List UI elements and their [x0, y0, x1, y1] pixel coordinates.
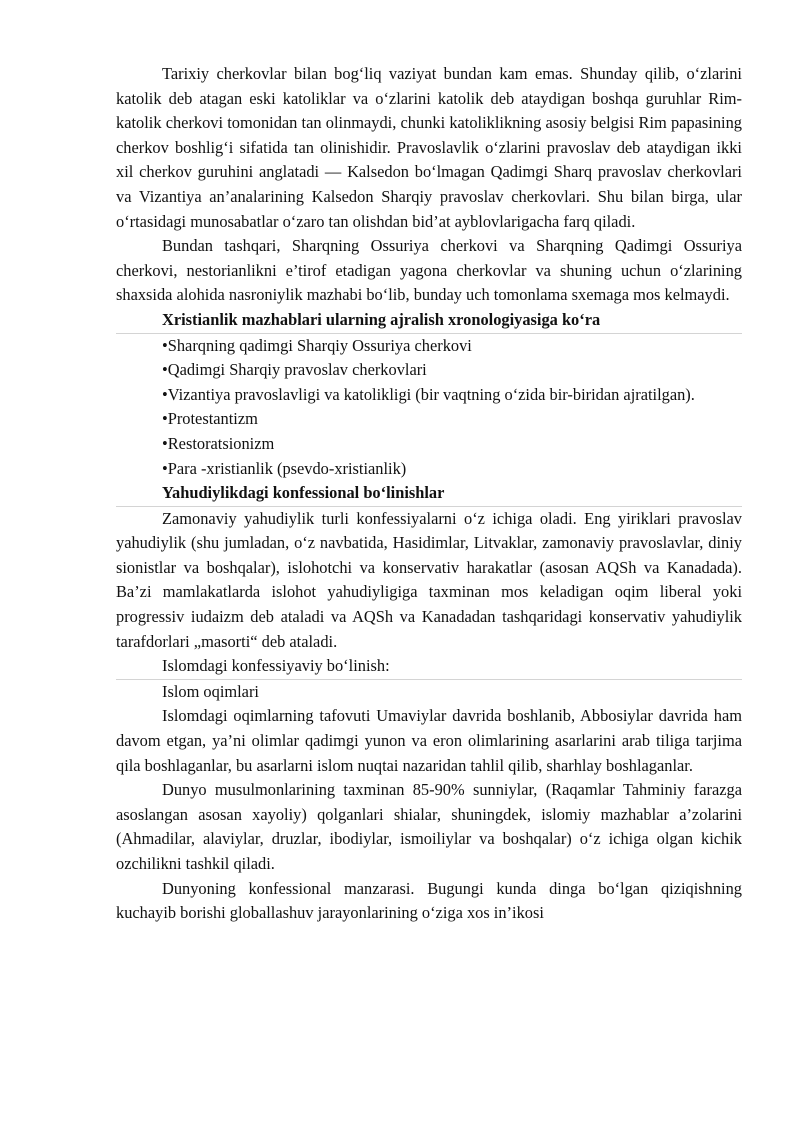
paragraph-modern-judaism: Zamonaviy yahudiylik turli konfessiyalarni o‘z ichiga oladi. Eng yiriklari pravoslav yahudiylik (shu jumladan, o‘z navbatida, Hasidimlar, Litvaklar, zamonaviy pravoslavlar, diniy sionistlar va boshqalar), islohotchi va konservativ harakatlar (asosan AQSh va Kanadada). Ba’zi mamlakatlarda islohot yahudiyligiga taxminan mos keladigan oqim liberal yoki progressiv iudaizm deb ataladi va AQSh va Kanadadan tashqaridagi konservativ yahudiylik tarafdorlari „masorti“ deb ataladi. — [116, 508, 742, 651]
paragraph-confessional-landscape: Dunyoning konfessional manzarasi. Bugungi kunda dinga bo‘lgan qiziqishning kuchayib borishi globallashuv jarayonlarining o‘ziga xos in’ikosi — [116, 878, 742, 923]
list-item: •Protestantizm — [162, 409, 258, 429]
list-item: •Vizantiya pravoslavligi va katolikligi (bir vaqtning o‘zida bir-biridan ajratilgan). — [162, 384, 695, 404]
list-item: •Qadimgi Sharqiy pravoslav cherkovlari — [162, 360, 427, 380]
list-item: •Para -xristianlik (psevdo-xristianlik) — [162, 458, 407, 478]
subheading-islam-division: Islomdagi konfessiyaviy bo‘linish: — [116, 654, 742, 680]
list-item: •Restoratsionizm — [162, 433, 275, 453]
paragraph-islam-currents: Islomdagi oqimlarning tafovuti Umaviylar davrida boshlanib, Abbosiylar davrida ham davom etgan, ya’ni olimlar qadimgi yunon va eron olimlarining asarlarini arab tiligа tarjima qila boshlaganlar, bu asarlarni islom nuqtai nazaridan tahlil qilib, sharhlay boshlaganlar. — [116, 706, 742, 775]
paragraph-muslim-demographics: Dunyo musulmonlarining taxminan 85-90% sunniylar, (Raqamlar Tahminiy farazga asoslangan asosan xayoliy) qolganlari shialar, shuningdek, islomiy mazhablar a’zolarini (Ahmadilar, alaviylar, druzlar, ibodiylar, ismoiliylar va boshqalar) o‘z ichiga olgan kichik ozchilikni tashkil qiladi. — [116, 780, 742, 873]
heading-christian-denominations: Xristianlik mazhablari ularning ajralish xronologiyasiga ko‘ra — [116, 308, 742, 334]
heading-judaism-divisions: Yahudiylikdagi konfessional bo‘linishlar — [116, 481, 742, 507]
paragraph-historical-churches: Tarixiy cherkovlar bilan bog‘liq vaziyat bundan kam emas. Shunday qilib, o‘zlarini katolik deb atagan eski katoliklar va o‘zlarini katolik deb ataydigan boshqa guruhlar Rim-katolik cherkovi tomonidan tan olinmaydi, chunki katoliklikning asosiy belgisi Rim papasining cherkov boshlig‘i sifatida tan olinishidir. Pravoslavlik o‘zlarini pravoslav deb ataydigan ikki xil cherkov guruhini anglatadi — Kalsedon bo‘lmagan Qadimgi Sharq pravoslav cherkovlari va Vizantiya an’analarining Kalsedon Sharqiy pravoslav cherkovlari. Shu bilan birga, ular o‘rtasidagi munosabatlar o‘zaro tan olishdan bid’at ayblovlarigacha farq qiladi. — [116, 64, 742, 231]
paragraph-assyrian-church: Bundan tashqari, Sharqning Ossuriya cherkovi va Sharqning Qadimgi Ossuriya cherkovi, nestorianlikni e’tirof etadigan yagona cherkovlar va shuning uchun o‘zlarining shaxsida alohida nasroniylik mazhabi bo‘lib, bunday uch tomonlama sxemaga mos kelmaydi. — [116, 236, 742, 305]
list-item: •Sharqning qadimgi Sharqiy Ossuriya cherkovi — [162, 335, 472, 355]
subheading-islam-currents: Islom oqimlari — [162, 681, 259, 701]
